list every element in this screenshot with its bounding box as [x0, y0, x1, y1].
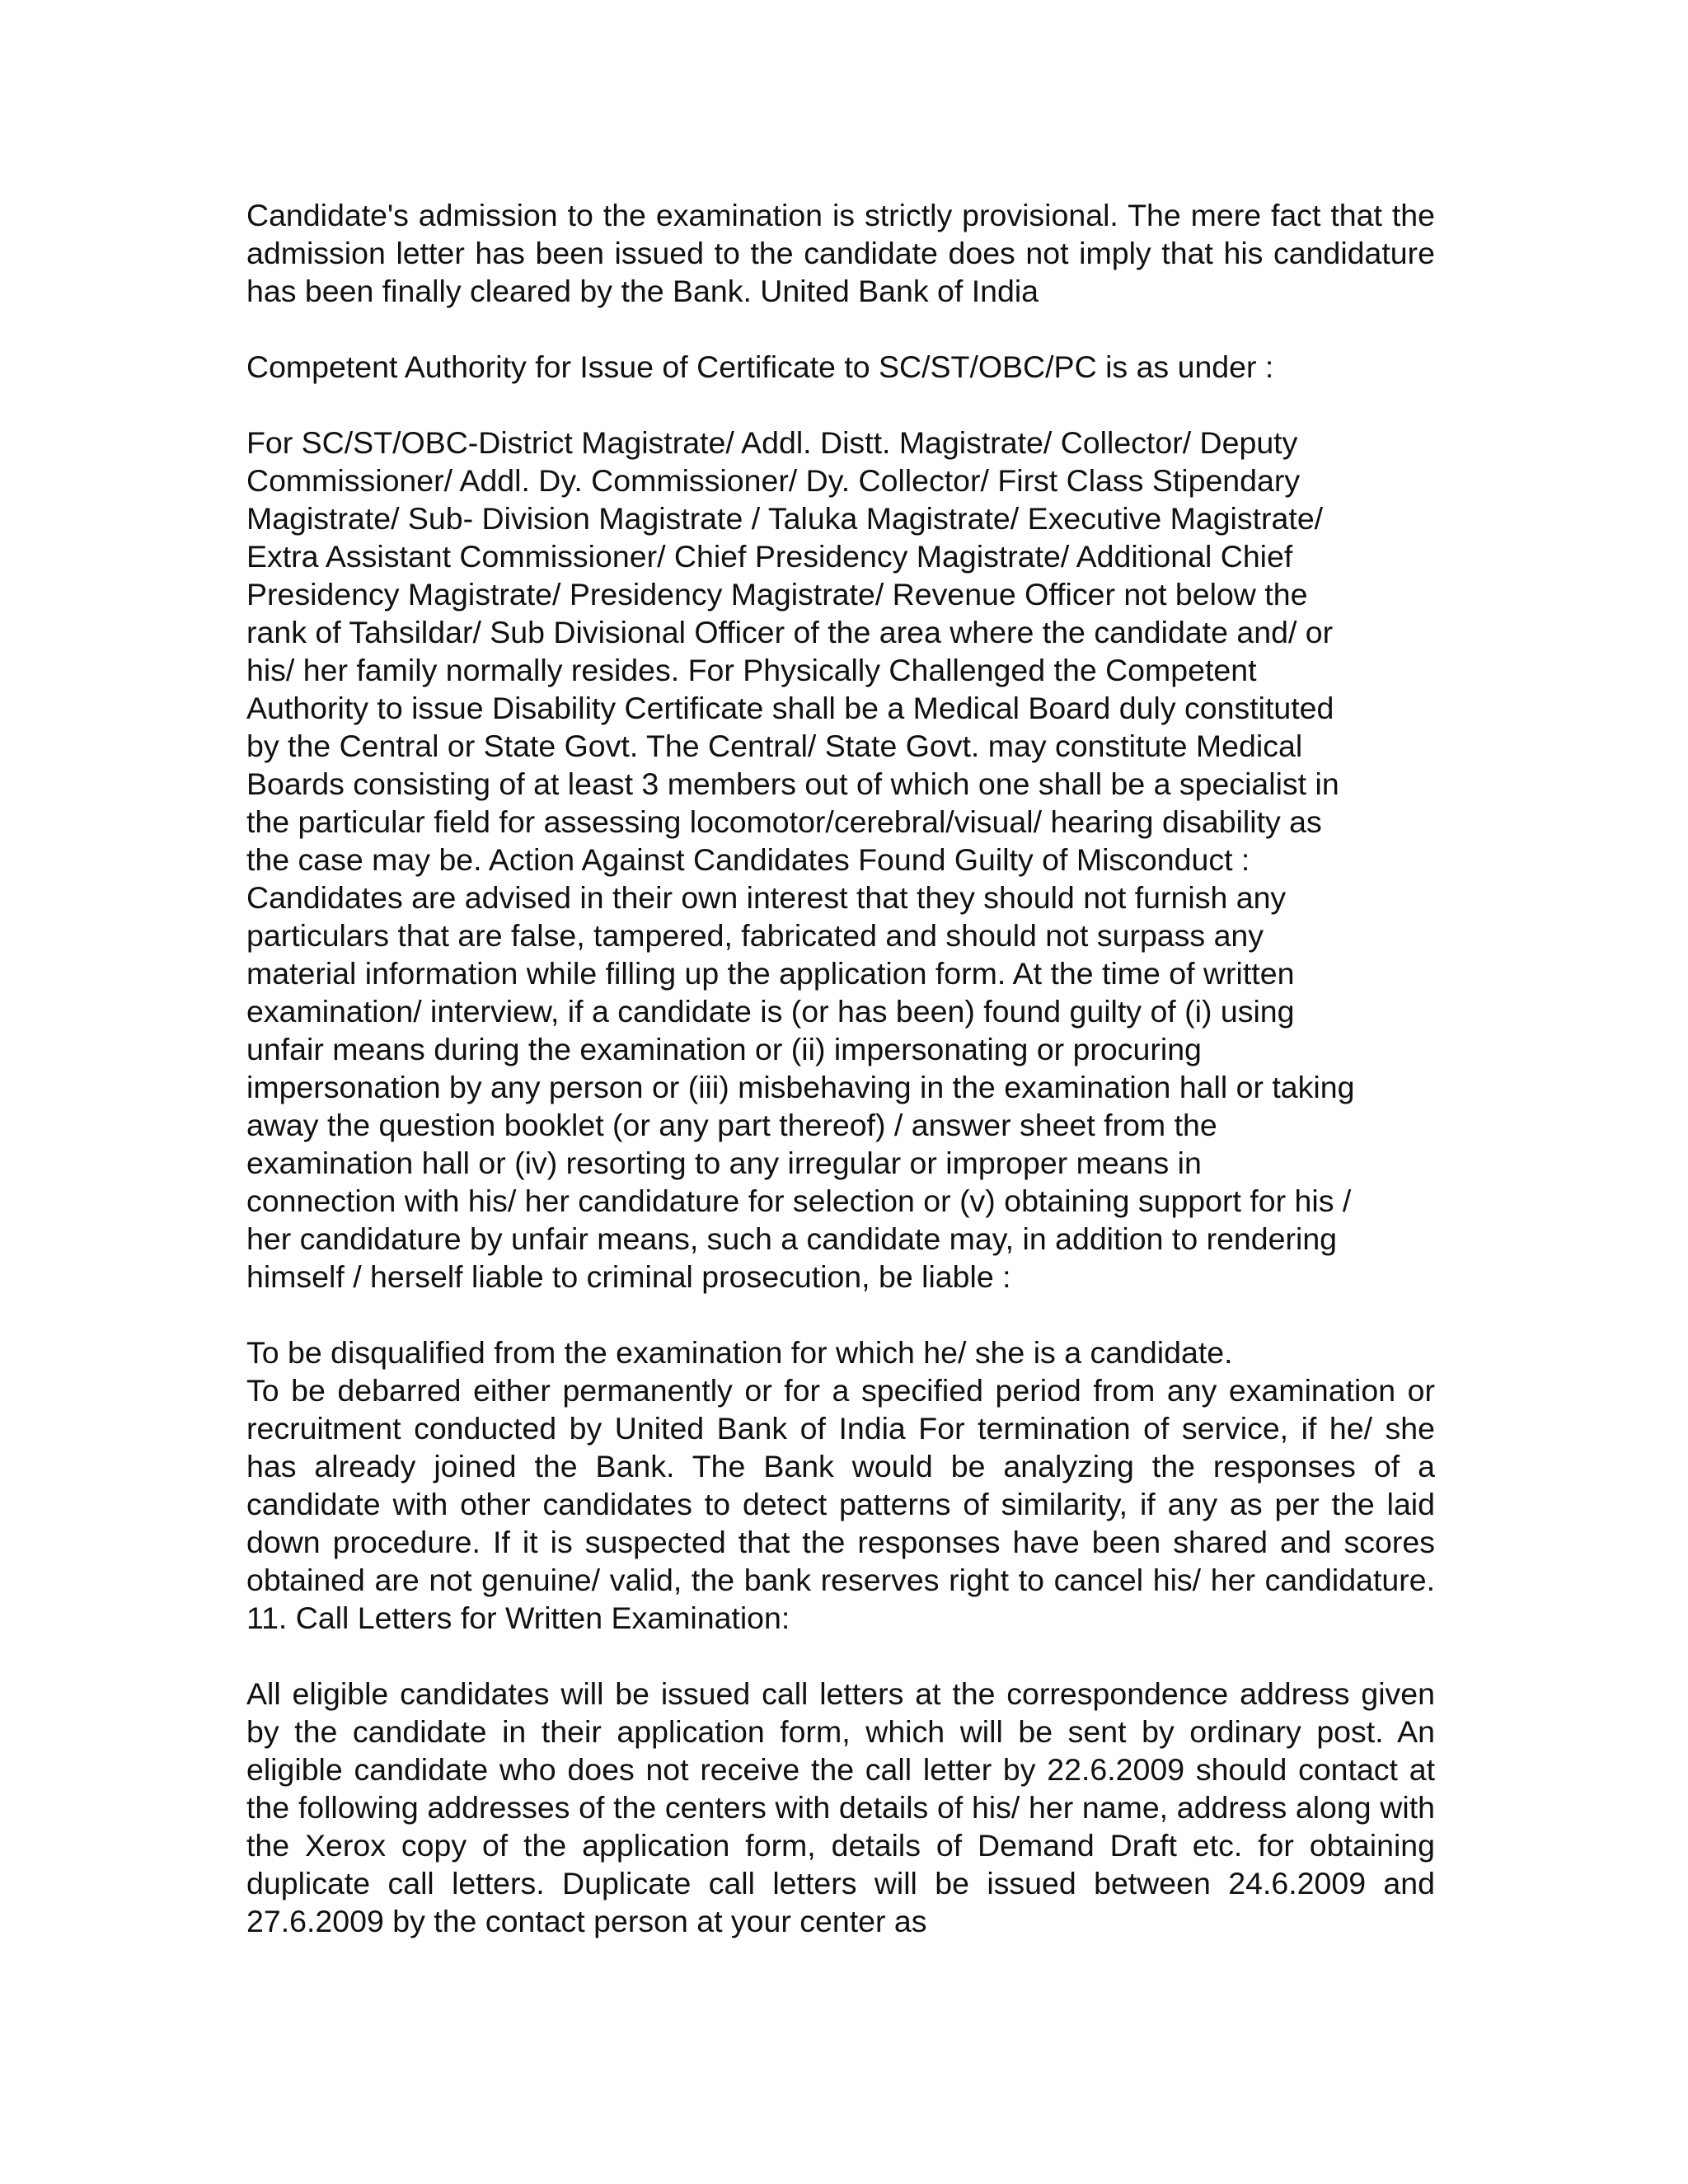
text-line: by the Central or State Govt. The Central/ State Govt. may constitute Medical [246, 729, 1303, 763]
text-line: connection with his/ her candidature for selection or (v) obtaining support for his / [246, 1183, 1352, 1218]
text-line: Commissioner/ Addl. Dy. Commissioner/ Dy. Collector/ First Class Stipendary [246, 463, 1301, 498]
document-page [246, 196, 1435, 1940]
text-line: For SC/ST/OBC-District Magistrate/ Addl. Distt. Magistrate/ Collector/ Deputy [246, 425, 1298, 460]
paragraph-spacer [246, 310, 1435, 348]
text-line: away the question booklet (or any part thereof) / answer sheet from the [246, 1108, 1217, 1142]
text-line: her candidature by unfair means, such a candidate may, in addition to rendering [246, 1221, 1338, 1256]
text-line: the case may be. Action Against Candidates Found Guilty of Misconduct : [246, 842, 1250, 877]
paragraph-spacer [246, 386, 1435, 424]
text-line: his/ her family normally resides. For Physically Challenged the Competent [246, 653, 1257, 687]
paragraph-debarment: To be debarred either permanently or for a specified period from any examination or recruitment conducted by United Bank of India For termination of service, if he/ she has already joined the Bank. The Bank would be analyzing the responses of a candidate with other candidates to detect patterns of similarity, if any as per the laid down procedure. If it is suspected that the responses have been shared and scores obtained are not genuine/ valid, the bank reserves right to cancel his/ her candidature. 11. Call Letters for Written Examination: [246, 1373, 1435, 1635]
paragraph-spacer [246, 1296, 1435, 1333]
text-line: particulars that are false, tampered, fabricated and should not surpass any [246, 918, 1264, 953]
text-line: Boards consisting of at least 3 members out of which one shall be a specialist in [246, 766, 1339, 801]
paragraph-competent-authority-details [246, 424, 1435, 1296]
text-line: examination/ interview, if a candidate is (or has been) found guilty of (i) using [246, 994, 1295, 1029]
paragraph-disqualification: To be disqualified from the examination for which he/ she is a candidate. [246, 1335, 1233, 1370]
text-line: examination hall or (iv) resorting to any irregular or improper means in [246, 1146, 1202, 1180]
text-line: unfair means during the examination or (ii) impersonating or procuring [246, 1032, 1202, 1066]
paragraph-call-letters: All eligible candidates will be issued call letters at the correspondence address given by the candidate in their application form, which will be sent by ordinary post. An eligible candidate who does not receive the call letter by 22.6.2009 should contact at the following addresses of the centers with details of his/ her name, address along with the Xerox copy of the application form, details of Demand Draft etc. for obtaining duplicate call letters. Duplicate call letters will be issued between 24.6.2009 and 27.6.2009 by the contact person at your center as [246, 1676, 1435, 1938]
text-line: the particular field for assessing locomotor/cerebral/visual/ hearing disability as [246, 804, 1322, 839]
text-line: Authority to issue Disability Certificate shall be a Medical Board duly constituted [246, 691, 1334, 725]
text-line: material information while filling up the application form. At the time of written [246, 956, 1295, 991]
text-line: Candidates are advised in their own interest that they should not furnish any [246, 880, 1287, 915]
text-line: Presidency Magistrate/ Presidency Magistrate/ Revenue Officer not below the [246, 577, 1308, 612]
text-line: impersonation by any person or (iii) misbehaving in the examination hall or taking [246, 1070, 1355, 1104]
paragraph-provisional-admission: Candidate's admission to the examination is strictly provisional. The mere fact that the admission letter has been issued to the candidate does not imply that his candidature has been finally cleared by the Bank. United Bank of India [246, 198, 1435, 308]
paragraph-spacer [246, 1637, 1435, 1675]
text-line: Magistrate/ Sub- Division Magistrate / Taluka Magistrate/ Executive Magistrate/ [246, 501, 1324, 536]
text-line: Extra Assistant Commissioner/ Chief Presidency Magistrate/ Additional Chief [246, 539, 1293, 574]
text-line: rank of Tahsildar/ Sub Divisional Officer of the area where the candidate and/ or [246, 615, 1334, 649]
paragraph-competent-authority-heading: Competent Authority for Issue of Certificate to SC/ST/OBC/PC is as under : [246, 349, 1274, 384]
text-line: himself / herself liable to criminal prosecution, be liable : [246, 1259, 1011, 1294]
